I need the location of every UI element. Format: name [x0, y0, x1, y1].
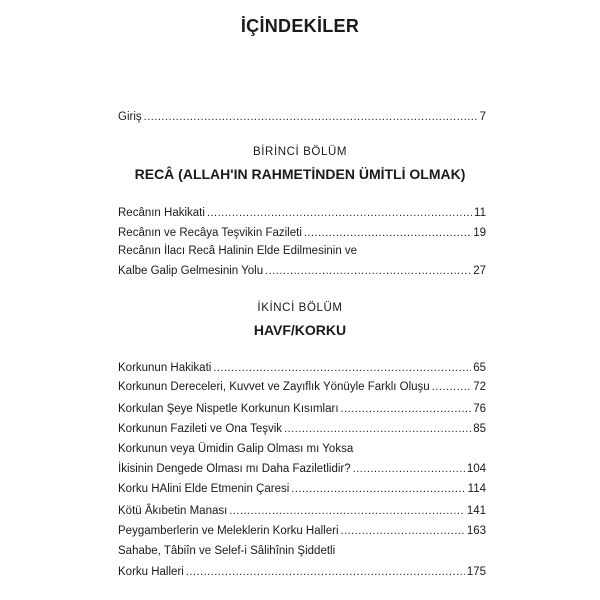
toc-entry-text: Recânın Hakikati — [118, 207, 205, 219]
dot-leader — [213, 361, 471, 375]
toc-entry-page: 104 — [466, 463, 486, 475]
dot-leader — [341, 402, 472, 416]
toc-entry[interactable] — [118, 565, 486, 579]
toc-entry-text: Kötü Âkıbetin Manası — [118, 505, 228, 517]
part2-title: HAVF/KORKU — [253, 322, 347, 338]
toc-entry-intro[interactable] — [118, 110, 486, 124]
toc-entry-text: Korku HAlini Elde Etmenin Çaresi — [118, 483, 290, 495]
toc-entry[interactable] — [118, 206, 486, 220]
toc-title: İÇİNDEKİLER — [240, 16, 360, 36]
toc-entry-page: 72 — [473, 381, 486, 393]
toc-entry-text: Korkulan Şeye Nispetle Korkunun Kısımları — [118, 403, 339, 415]
toc-entry-text: İkisinin Dengede Olması mı Daha Faziletlidir? — [118, 463, 351, 475]
toc-entry[interactable] — [118, 422, 486, 436]
part1-title: RECÂ (ALLAH'IN RAHMETİNDEN ÜMİTLİ OLMAK) — [134, 166, 466, 182]
toc-entry[interactable] — [118, 226, 486, 240]
dot-leader — [207, 206, 472, 220]
toc-entry-page: 85 — [473, 423, 486, 435]
dot-leader — [186, 565, 465, 579]
dot-leader — [432, 380, 472, 394]
toc-entry[interactable] — [118, 402, 486, 416]
toc-entry[interactable] — [118, 264, 486, 278]
part1-label: BİRİNCİ BÖLÜM — [252, 146, 348, 158]
dot-leader — [291, 482, 465, 496]
toc-entry[interactable] — [118, 380, 486, 394]
part2-label: İKİNCİ BÖLÜM — [257, 302, 343, 314]
dot-leader — [353, 462, 465, 476]
dot-leader — [304, 226, 471, 240]
dot-leader — [144, 110, 478, 124]
toc-entry-page: 76 — [473, 403, 486, 415]
toc-entry-text: Peygamberlerin ve Meleklerin Korku Halleri — [118, 525, 339, 537]
toc-entry-page: 65 — [473, 362, 486, 374]
toc-entry-page: 7 — [479, 111, 486, 123]
toc-entry-page: 27 — [473, 265, 486, 277]
toc-entry-continued[interactable]: Korkunun veya Ümidin Galip Olması mı Yoksa — [118, 443, 354, 455]
toc-entry-text: Korkunun Dereceleri, Kuvvet ve Zayıflık Yönüyle Farklı Oluşu — [118, 381, 430, 393]
dot-leader — [284, 422, 471, 436]
toc-entry[interactable] — [118, 462, 486, 476]
toc-entry-page: 114 — [467, 483, 486, 495]
toc-entry[interactable] — [118, 524, 486, 538]
toc-entry[interactable] — [118, 482, 486, 496]
toc-entry-page: 141 — [466, 505, 486, 517]
toc-entry-page: 175 — [466, 566, 486, 578]
toc-entry-text: Korku Halleri — [118, 566, 184, 578]
toc-entry-text: Giriş — [118, 111, 142, 123]
toc-entry-text: Korkunun Fazileti ve Ona Teşvik — [118, 423, 283, 435]
toc-entry[interactable] — [118, 361, 486, 375]
dot-leader — [341, 524, 465, 538]
dot-leader — [265, 264, 471, 278]
toc-entry-text: Kalbe Galip Gelmesinin Yolu — [118, 265, 264, 277]
toc-entry-page: 19 — [473, 227, 486, 239]
toc-entry-text: Korkunun Hakikati — [118, 362, 212, 374]
dot-leader — [229, 504, 465, 518]
toc-entry-page: 163 — [466, 525, 486, 537]
toc-entry-continued[interactable]: Sahabe, Tâbiîn ve Selef-i Sâlihînin Şiddetli — [118, 545, 336, 557]
toc-entry[interactable] — [118, 504, 486, 518]
toc-entry-text: Recânın ve Recâya Teşvikin Fazileti — [118, 227, 302, 239]
toc-entry-continued[interactable]: Recânın İlacı Recâ Halinin Elde Edilmesinin ve — [118, 245, 358, 257]
toc-entry-page: 11 — [474, 207, 486, 219]
